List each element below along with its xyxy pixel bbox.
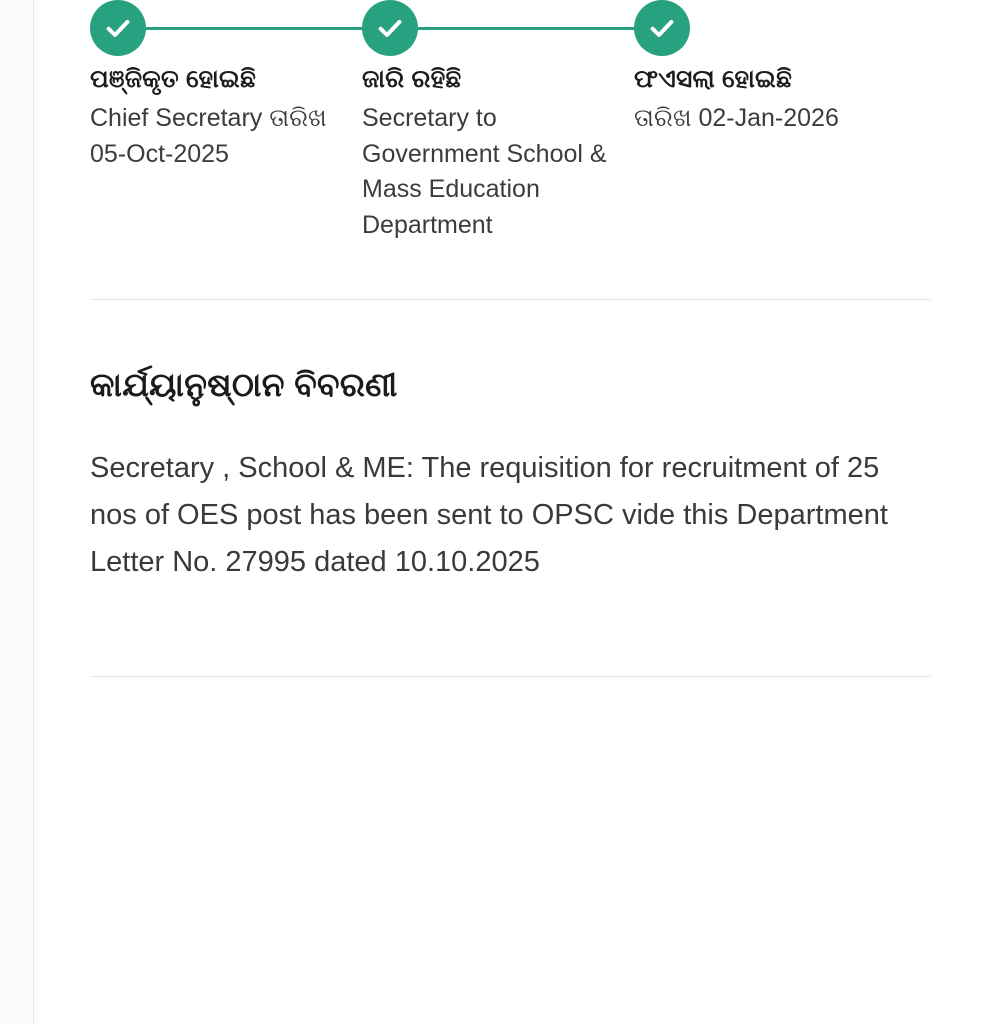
check-circle-icon <box>90 0 146 56</box>
timeline-step <box>362 0 634 243</box>
page-content <box>34 0 993 1024</box>
timeline-connector <box>414 27 640 30</box>
timeline-step-title: ଜାରି ରହିଛି <box>362 65 462 93</box>
timeline-step-subtitle: Chief Secretary ତାରିଖ 05-Oct-2025 <box>90 104 327 168</box>
check-circle-icon <box>362 0 418 56</box>
timeline-step-title: ପଞ୍ଜିକୃତ ହୋଇଛି <box>90 65 257 93</box>
timeline-step-marker <box>90 0 344 62</box>
action-section-heading: କାର୍ଯ୍ୟାନୁଷ୍ଠାନ ବିବରଣୀ <box>90 366 398 404</box>
timeline-step-title: ଫଏସଲା ହୋଇଛି <box>634 65 793 93</box>
timeline-step <box>90 0 362 243</box>
timeline-step <box>634 0 914 243</box>
status-timeline <box>90 0 933 243</box>
timeline-step-marker <box>362 0 616 62</box>
timeline-step-subtitle: ତାରିଖ 02-Jan-2026 <box>634 104 839 133</box>
timeline-step-subtitle: Secretary to Government School & Mass Education Department <box>362 104 607 239</box>
check-circle-icon <box>634 0 690 56</box>
timeline-step-marker <box>634 0 896 62</box>
timeline-connector <box>142 27 368 30</box>
section-divider-bottom <box>92 676 931 677</box>
left-gutter <box>0 0 34 1024</box>
action-section-body: Secretary , School & ME: The requisition for recruitment of 25 nos of OES post has been sent to OPSC vide this Department Letter No. 27995 dated 10.10.2025 <box>90 452 888 579</box>
section-divider-top <box>92 299 931 300</box>
